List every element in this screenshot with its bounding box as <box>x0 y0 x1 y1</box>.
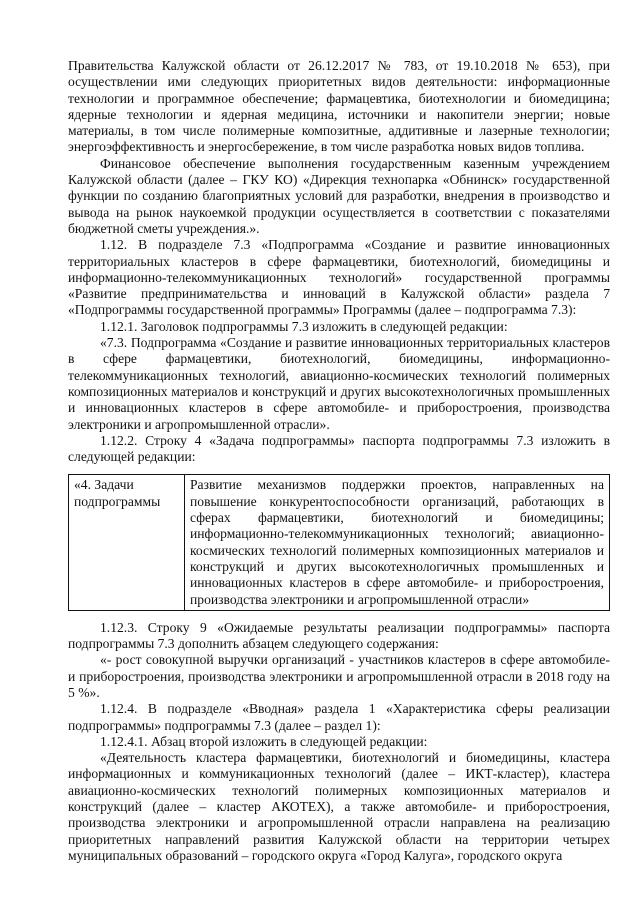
paragraph: 1.12.1. Заголовок подпрограммы 7.3 изложить в следующей редакции: <box>100 318 508 334</box>
paragraph: 1.12.4. В подразделе «Вводная» раздела 1 «Характеристика сферы реализации подпрограммы» подпрограммы 7.3 (далее – раздел 1): <box>68 701 610 733</box>
paragraph: 1.12.2. Строку 4 «Задача подпрограммы» паспорта подпрограммы 7.3 изложить в следующей редакции: <box>68 432 610 465</box>
paragraph: «- рост совокупной выручки организаций - участников кластеров в сфере автомобиле- и приборостроения, производства электроники и агропромышленной отрасли в 2018 году на 5 %». <box>68 652 610 700</box>
table-cell-content: Развитие механизмов поддержки проектов, направленных на повышение конкурентоспособности организаций, работающих в сферах фармацевтики, биотехнологий и биомедицины; информационно-телекоммуникационных технологий; авиационно-космических технологий полимерных композиционных материалов и конструкций и других высокотехнологичных промышленных и инновационных кластеров в сфере автомобиле- и приборостроения, производства электроники и агропромышленной отрасли» <box>185 475 610 610</box>
paragraph: 1.12. В подразделе 7.3 «Подпрограмма «Создание и развитие инновационных территориальных кластеров в сфере фармацевтики, биотехнологий, биомедицины и информационно-телекоммуникационных технологий» государственной программы «Развитие предпринимательства и инноваций в Калужской области» раздела 7 «Подпрограммы государственной программы» Программы (далее – подпрограмма 7.3): <box>68 237 610 318</box>
body-before-table <box>68 58 610 465</box>
paragraph: «7.3. Подпрограмма «Создание и развитие инновационных территориальных кластеров в сфере фармацевтики, биотехнологий, биомедицины, информационно-телекоммуникационных технологий, авиационно-космических технологий полимерных композиционных материалов и конструкций и других высокотехнологичных промышленных и инновационных кластеров в сфере автомобиле- и приборостроения, производства электроники и агропромышленной отрасли». <box>68 335 610 432</box>
paragraph: «Деятельность кластера фармацевтики, биотехнологий и биомедицины, кластера информационных и коммуникационных технологий (далее – ИКТ-кластер), кластера авиационно-космических технологий полимерных композиционных материалов и конструкций (далее – кластер АКОТЕХ), а также автомобиле- и приборостроения, производства электроники и агропромышленной отрасли направлена на реализацию приоритетных направлений развития Калужской области на территории четырех муниципальных образований – городского округа «Город Калуга», городского округа <box>68 750 610 863</box>
passport-table <box>68 474 610 610</box>
table-row <box>69 475 610 610</box>
paragraph: 1.12.3. Строку 9 «Ожидаемые результаты реализации подпрограммы» паспорта подпрограммы 7.3 дополнить абзацем следующего содержания: <box>68 619 610 652</box>
paragraph: 1.12.4.1. Абзац второй изложить в следующей редакции: <box>100 733 428 749</box>
paragraph: Финансовое обеспечение выполнения государственным казенным учреждением Калужской области (далее – ГКУ КО) «Дирекция технопарка «Обнинск» государственной функции по созданию благоприятных условий для разработки, внедрения в производство и вывода на рынок наукоемкой продукции осуществляется в соответствии с показателями бюджетной сметы учреждения.». <box>68 155 610 236</box>
paragraph: Правительства Калужской области от 26.12.2017 № 783, от 19.10.2018 № 653), при осуществлении ими следующих приоритетных видов деятельности: информационные технологии и программное обеспечение; фармацевтика, биотехнологии и биомедицина; ядерные технологии и ядерная медицина, источники и накопители энергии; новые материалы, в том числе полимерные композитные, аддитивные и лазерные технологии; энергоэффективность и энергосбережение, в том числе разработка новых видов топлива. <box>68 58 610 155</box>
body-after-table <box>68 620 610 864</box>
table-cell-label: «4. Задачи подпрограммы <box>69 475 185 610</box>
